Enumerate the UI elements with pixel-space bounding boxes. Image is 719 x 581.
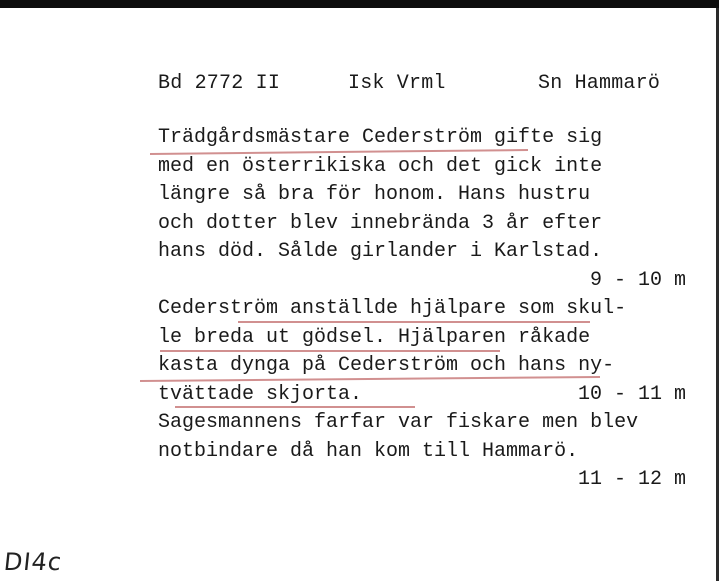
body-line: kasta dynga på Cederström och hans ny- bbox=[158, 354, 615, 377]
page-reference: 11 - 12 m bbox=[577, 468, 686, 491]
record-code: Bd 2772 II bbox=[158, 72, 281, 95]
body-line: le breda ut gödsel. Hjälparen råkade bbox=[158, 325, 591, 349]
handwritten-archive-code: DI4c bbox=[2, 548, 64, 576]
body-line: Sagesmannens farfar var fiskare men blev bbox=[158, 411, 639, 434]
body-line: Cederström anställde hjälpare som skul- bbox=[158, 297, 627, 320]
card-body-text bbox=[158, 124, 686, 495]
region-code: Isk Vrml bbox=[348, 72, 446, 95]
body-line: notbindare då han kom till Hammarö. bbox=[158, 439, 579, 463]
body-line: hans död. Sålde girlander i Karlstad. bbox=[158, 240, 603, 263]
body-line: Trädgårdsmästare Cederström gifte sig bbox=[158, 126, 603, 149]
card-top-border bbox=[0, 0, 719, 8]
body-line: tvättade skjorta. bbox=[158, 382, 363, 406]
page-reference: 10 - 11 m bbox=[577, 382, 686, 406]
body-line: och dotter blev innebrända 3 år efter bbox=[158, 211, 603, 235]
body-line: med en österrikiska och det gick inte bbox=[158, 154, 603, 178]
page-reference: 9 - 10 m bbox=[589, 268, 686, 292]
body-line: längre så bra för honom. Hans hustru bbox=[158, 183, 591, 206]
parish-name: Sn Hammarö bbox=[538, 72, 661, 95]
body-line-with-ref bbox=[158, 381, 686, 410]
